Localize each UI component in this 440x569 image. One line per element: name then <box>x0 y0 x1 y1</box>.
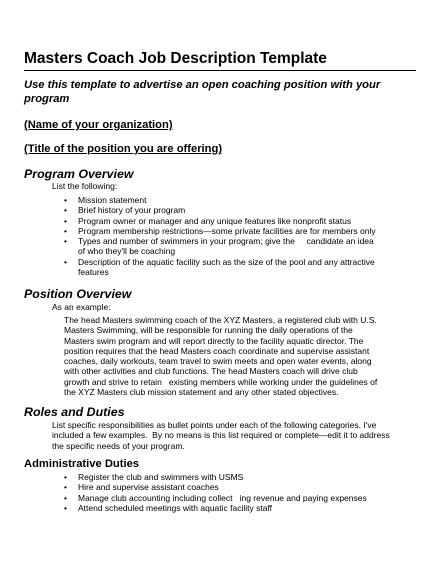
roles-duties-body: List specific responsibilities as bullet points under each of the following categories. I've included a few examples. By no means is this list required or complete—edit it to address the specific needs of your program. <box>52 420 393 451</box>
list-item: • Description of the aquatic facility such as the size of the pool and any attractive features <box>64 256 375 278</box>
list-item: • Attend scheduled meetings with aquatic facility staff <box>64 502 273 513</box>
program-overview-list <box>64 195 378 278</box>
administrative-duties-list <box>64 472 378 513</box>
position-overview-lead: As an example: <box>52 302 111 312</box>
roles-duties-heading: Roles and Duties <box>24 405 125 419</box>
position-title-placeholder: (Title of the position you are offering) <box>24 143 223 155</box>
list-item: • Register the club and swimmers with USMS <box>64 472 244 482</box>
list-item: • Manage club accounting including collect ing revenue and paying expenses <box>64 492 367 503</box>
position-overview-body: The head Masters swimming coach of the XYZ Masters, a registered club with U.S. Masters Swimming, will be responsible for running the daily operations of the Masters swim program and will report directly to the facility aquatic director. The position requires that the head Masters coach coordinate and supervise assistant coaches, daily workouts, team travel to swim meets and open water events, along with other activities and club functions. The head Masters coach will drive club growth and strive to retain existing members while working under the guidelines of the XYZ Masters club mission statement and any other stated objectives. <box>64 315 380 398</box>
organization-placeholder: (Name of your organization) <box>24 119 173 131</box>
title-underline <box>24 70 416 71</box>
list-item: • Program owner or manager and any unique features like nonprofit status <box>64 215 352 226</box>
intro-text: Use this template to advertise an open coaching position with your program <box>24 79 381 105</box>
list-item: • Types and number of swimmers in your program; give the candidate an idea of who they'll be coaching <box>64 236 377 257</box>
position-overview-heading: Position Overview <box>24 287 132 301</box>
list-item: • Brief history of your program <box>64 205 186 216</box>
list-item: • Mission statement <box>64 195 147 205</box>
administrative-duties-heading: Administrative Duties <box>24 458 140 470</box>
program-overview-lead: List the following: <box>52 181 118 191</box>
program-overview-heading: Program Overview <box>24 167 134 181</box>
list-item: • Program membership restrictions—some private facilities are for members only <box>64 225 376 236</box>
list-item: • Hire and supervise assistant coaches <box>64 482 219 493</box>
page-title: Masters Coach Job Description Template <box>24 50 327 67</box>
